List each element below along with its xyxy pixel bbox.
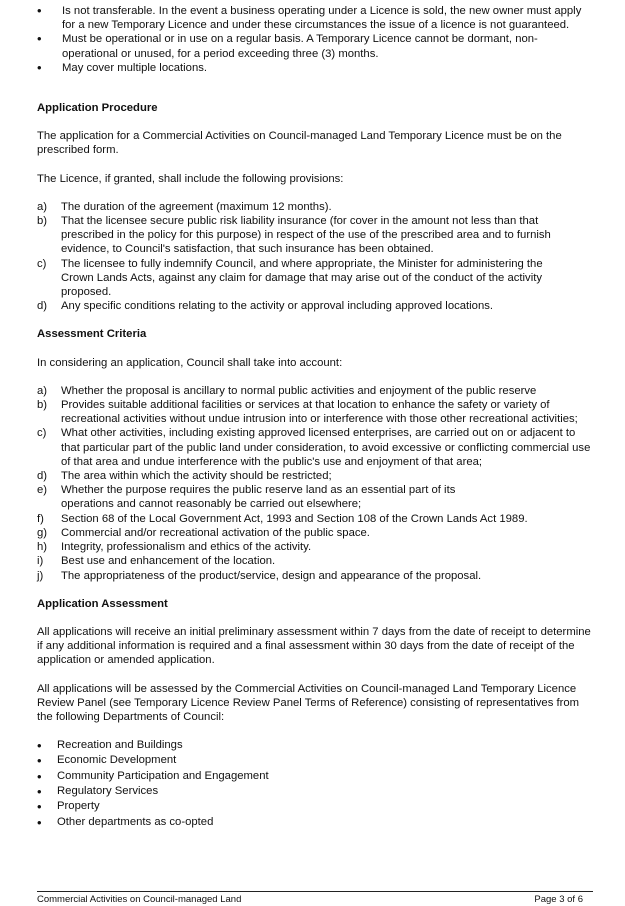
application-assessment-paragraph: All applications will receive an initial preliminary assessment within 7 days from the date of receipt to determine if any additional information is required and a final assessment within 30 days from the date of receipt of the application or amended application. — [37, 625, 591, 667]
item-marker: h) — [37, 541, 48, 554]
item-text: Any specific conditions relating to the activity or approval including approved locations. — [61, 300, 494, 313]
item-marker: c) — [37, 257, 47, 270]
list-item: • Other departments as co-opted — [37, 815, 593, 830]
list-item — [37, 469, 593, 483]
review-panel-paragraph: All applications will be assessed by the Commercial Activities on Council-managed Land Temporary Licence Review Panel (see Temporary Licence Review Panel Terms of Reference) consisting of representatives from the following Departments of Council: — [37, 682, 580, 723]
page-number: Page 3 of 6 — [534, 894, 583, 905]
criteria-list — [37, 384, 593, 583]
list-item: • Recreation and Buildings — [37, 738, 593, 753]
footer-title: Commercial Activities on Council-managed Land — [37, 894, 242, 905]
item-marker: c) — [37, 427, 47, 440]
list-item — [37, 426, 593, 469]
assessment-criteria-heading: Assessment Criteria — [37, 328, 147, 341]
item-text: The licensee to fully indemnify Council, and where appropriate, the Minister for administering the Crown Lands Acts, against any claim for damage that may arise out of the conduct of the activity proposed. — [61, 257, 543, 299]
item-text: Whether the purpose requires the public reserve land as an essential part of its operations and cannot reasonably be carried out elsewhere; — [61, 484, 456, 511]
item-text: The area within which the activity should be restricted; — [61, 470, 332, 483]
list-item — [37, 512, 593, 526]
item-text: Best use and enhancement of the location. — [61, 555, 276, 568]
application-procedure-paragraph: The application for a Commercial Activities on Council-managed Land Temporary Licence must be on the prescribed form. — [37, 130, 562, 157]
list-item — [37, 483, 593, 511]
list-item: • Is not transferable. In the event a business operating under a Licence is sold, the new owner must apply for a new Temporary Licence and under these circumstances the issue of a licence is not guaranteed. — [37, 4, 593, 32]
provisions-list — [37, 200, 593, 314]
assessment-criteria-intro: In considering an application, Council shall take into account: — [37, 356, 343, 369]
item-marker: i) — [37, 555, 44, 568]
list-item — [37, 214, 593, 257]
list-item — [37, 200, 593, 214]
list-item: • Regulatory Services — [37, 784, 593, 799]
item-marker: e) — [37, 484, 48, 497]
list-item — [37, 540, 593, 554]
item-marker: d) — [37, 300, 48, 313]
item-text: That the licensee secure public risk liability insurance (for cover in the amount not less than that prescribed in the policy for this purpose) in respect of the use of the prescribed area and to furnish evidence, to Council's satisfaction, that such insurance has been obtained. — [61, 215, 551, 256]
item-marker: j) — [37, 569, 44, 582]
item-marker: a) — [37, 200, 48, 213]
list-item — [37, 569, 593, 583]
provisions-intro: The Licence, if granted, shall include the following provisions: — [37, 172, 344, 185]
list-item — [37, 299, 593, 313]
departments-list — [37, 738, 593, 830]
item-text: Section 68 of the Local Government Act, 1993 and Section 108 of the Crown Lands Act 1989. — [61, 512, 528, 525]
application-assessment-heading: Application Assessment — [37, 597, 168, 610]
item-text: Commercial and/or recreational activation of the public space. — [61, 526, 370, 539]
list-item — [37, 384, 593, 398]
list-item — [37, 526, 593, 540]
page-footer — [37, 891, 593, 905]
application-procedure-heading: Application Procedure — [37, 102, 158, 115]
list-item: • Property — [37, 799, 593, 814]
licence-conditions-list — [37, 4, 593, 75]
list-item — [37, 554, 593, 568]
document-body — [37, 4, 593, 830]
list-item — [37, 398, 593, 426]
item-text: Provides suitable additional facilities or services at that location to enhance the safety or variety of recreational activities without undue intrusion into or interference with those other recreational activities; — [61, 399, 578, 426]
list-item: • Community Participation and Engagement — [37, 769, 593, 784]
item-marker: d) — [37, 470, 48, 483]
item-text: The duration of the agreement (maximum 12 months). — [61, 200, 332, 213]
list-item: • Economic Development — [37, 753, 593, 768]
item-marker: b) — [37, 399, 48, 412]
item-marker: f) — [37, 512, 44, 525]
item-marker: a) — [37, 384, 48, 397]
list-item: • Must be operational or in use on a regular basis. A Temporary Licence cannot be dormant, non-operational or unused, for a period exceeding three (3) months. — [37, 32, 593, 60]
list-item — [37, 257, 593, 300]
item-text: Integrity, professionalism and ethics of the activity. — [61, 541, 312, 554]
item-text: The appropriateness of the product/service, design and appearance of the proposal. — [61, 569, 482, 582]
list-item: • May cover multiple locations. — [37, 61, 593, 75]
item-text: What other activities, including existing approved licensed enterprises, are carried out on or adjacent to that particular part of the public land under consideration, to avoid excessive or conflicting commercial use of that area and undue interference with the public's use and enjoyment of that area; — [61, 427, 591, 468]
item-marker: g) — [37, 526, 48, 539]
item-marker: b) — [37, 215, 48, 228]
item-text: Whether the proposal is ancillary to normal public activities and enjoyment of the public reserve — [61, 384, 537, 397]
